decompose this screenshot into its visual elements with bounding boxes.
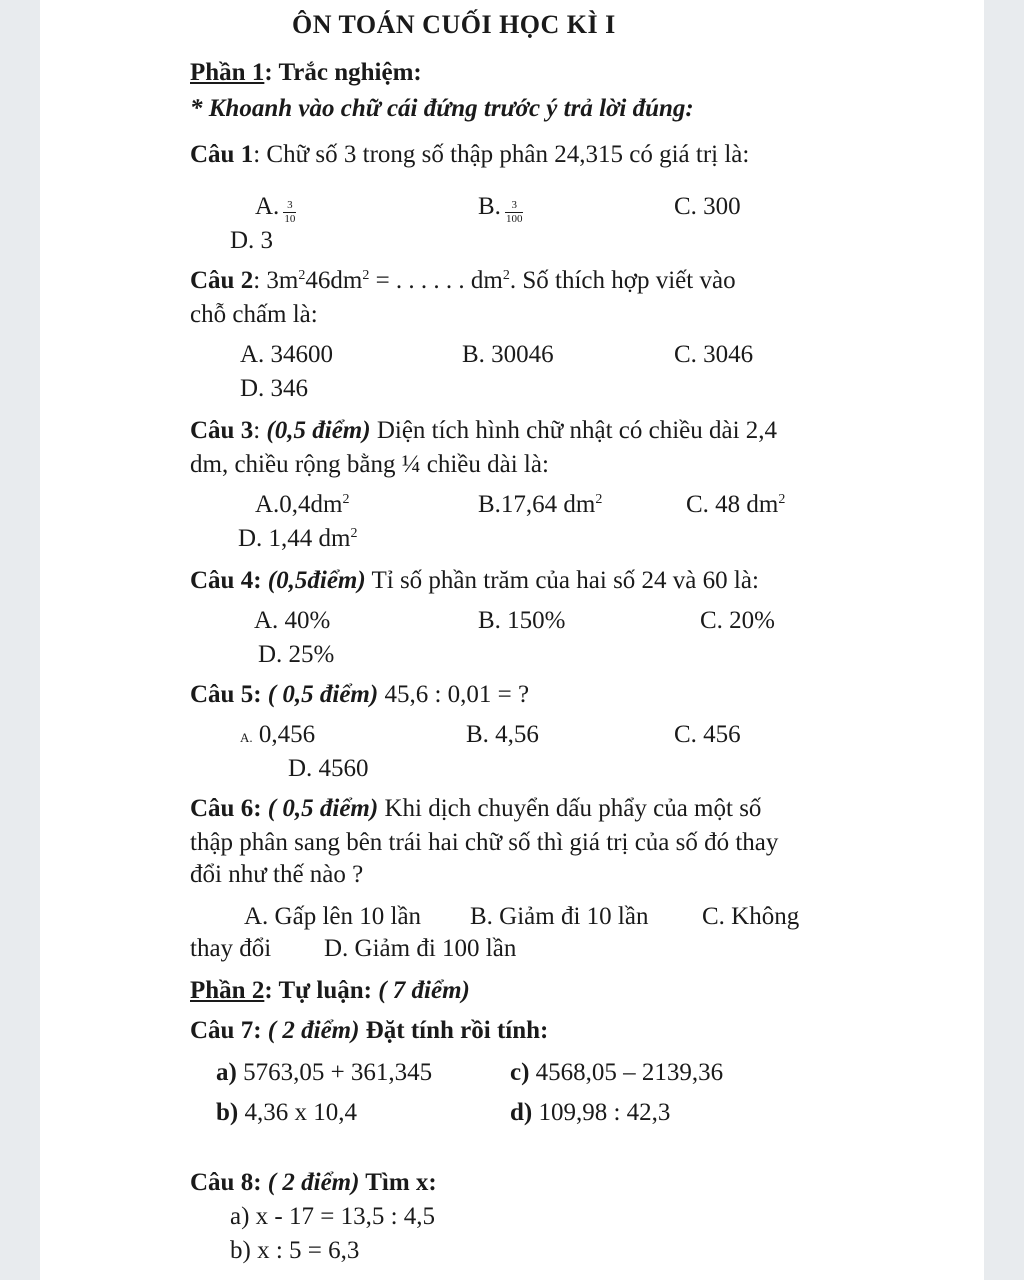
q2-option-b[interactable]: B. 30046 — [462, 341, 554, 368]
q5-option-a[interactable]: A. 0,456 — [240, 721, 316, 748]
part1-heading: Phần 1: Trắc nghiệm: — [190, 59, 422, 86]
q6-option-b[interactable]: B. Giảm đi 10 lần — [470, 903, 649, 930]
q6-option-d[interactable]: D. Giảm đi 100 lần — [324, 935, 517, 962]
question-7-text: Câu 7: ( 2 điểm) Đặt tính rồi tính: — [190, 1017, 549, 1044]
q6-option-a[interactable]: A. Gấp lên 10 lần — [244, 903, 422, 930]
question-6-text-line3: đổi như thế nào ? — [190, 861, 364, 888]
question-2-text-line2: chỗ chấm là: — [190, 301, 318, 328]
q4-option-a[interactable]: A. 40% — [254, 607, 331, 634]
q1-option-b[interactable]: B. $\frac{3}{100}$ — [478, 193, 523, 225]
q7-exercise-b: b) 4,36 x 10,4 — [216, 1099, 357, 1126]
q7-exercise-c: c) 4568,05 – 2139,36 — [510, 1059, 724, 1086]
q7-exercise-a: a) 5763,05 + 361,345 — [216, 1059, 433, 1086]
question-8-text: Câu 8: ( 2 điểm) Tìm x: — [190, 1169, 437, 1196]
question-6-text-line2: thập phân sang bên trái hai chữ số thì giá trị của số đó thay — [190, 829, 779, 856]
page-title: ÔN TOÁN CUỐI HỌC KÌ I — [292, 10, 616, 39]
q1-fraction-a: $\frac{3}{10}$ — [284, 199, 296, 225]
question-6-text: Câu 6: ( 0,5 điểm) Khi dịch chuyển dấu phẩy của một số — [190, 795, 762, 822]
q6-option-c-continued: thay đổi — [190, 935, 272, 962]
question-3-text-line2: dm, chiều rộng bằng ¼ chiều dài là: — [190, 451, 549, 478]
question-3-text: Câu 3: (0,5 điểm) Diện tích hình chữ nhật có chiều dài 2,4 — [190, 417, 778, 444]
q3-option-d[interactable]: D. 1,44 $dm^2$ — [238, 525, 358, 552]
q8-exercise-b: b) x : 5 = 6,3 — [230, 1237, 360, 1264]
q3-option-b[interactable]: B.17,64 $dm^2$ — [478, 491, 603, 518]
document-page — [40, 0, 984, 1280]
q4-option-d[interactable]: D. 25% — [258, 641, 335, 668]
q7-exercise-d: d) 109,98 : 42,3 — [510, 1099, 671, 1126]
q6-option-c[interactable]: C. Không — [702, 903, 800, 930]
q5-option-c[interactable]: C. 456 — [674, 721, 741, 748]
q3-option-a[interactable]: $A.0,4dm^2$ — [255, 491, 350, 518]
q1-fraction-b: $\frac{3}{100}$ — [505, 199, 523, 225]
q1-option-a[interactable]: A. $\frac{3}{10}$ — [255, 193, 296, 225]
q4-option-c[interactable]: C. 20% — [700, 607, 775, 634]
q2-option-d[interactable]: D. 346 — [240, 375, 309, 402]
question-4-text: Câu 4: (0,5điểm) Tỉ số phần trăm của hai số 24 và 60 là: — [190, 567, 759, 594]
q5-option-d[interactable]: D. 4560 — [288, 755, 369, 782]
q4-option-b[interactable]: B. 150% — [478, 607, 566, 634]
q3-option-c[interactable]: C. 48 $dm^2$ — [686, 491, 786, 518]
q5-option-b[interactable]: B. 4,56 — [466, 721, 539, 748]
q1-option-c[interactable]: C. 300 — [674, 193, 741, 220]
question-5-text: Câu 5: ( 0,5 điểm) 45,6 : 0,01 = ? — [190, 681, 530, 708]
q2-option-c[interactable]: C. 3046 — [674, 341, 754, 368]
part1-instruction: * Khoanh vào chữ cái đứng trước ý trả lời đúng: — [190, 95, 694, 122]
part2-heading: Phần 2: Tự luận: ( 7 điểm) — [190, 977, 470, 1004]
q8-exercise-a: a) x - 17 = 13,5 : 4,5 — [230, 1203, 436, 1230]
question-1-text: Câu 1: Chữ số 3 trong số thập phân 24,315 có giá trị là: — [190, 141, 750, 168]
q1-option-d[interactable]: D. 3 — [230, 227, 274, 254]
question-2-text: Câu 2: $3m^246dm^2$ = . . . . . . $dm^2$. Số thích hợp viết vào — [190, 267, 736, 294]
q2-option-a[interactable]: A. 34600 — [240, 341, 334, 368]
